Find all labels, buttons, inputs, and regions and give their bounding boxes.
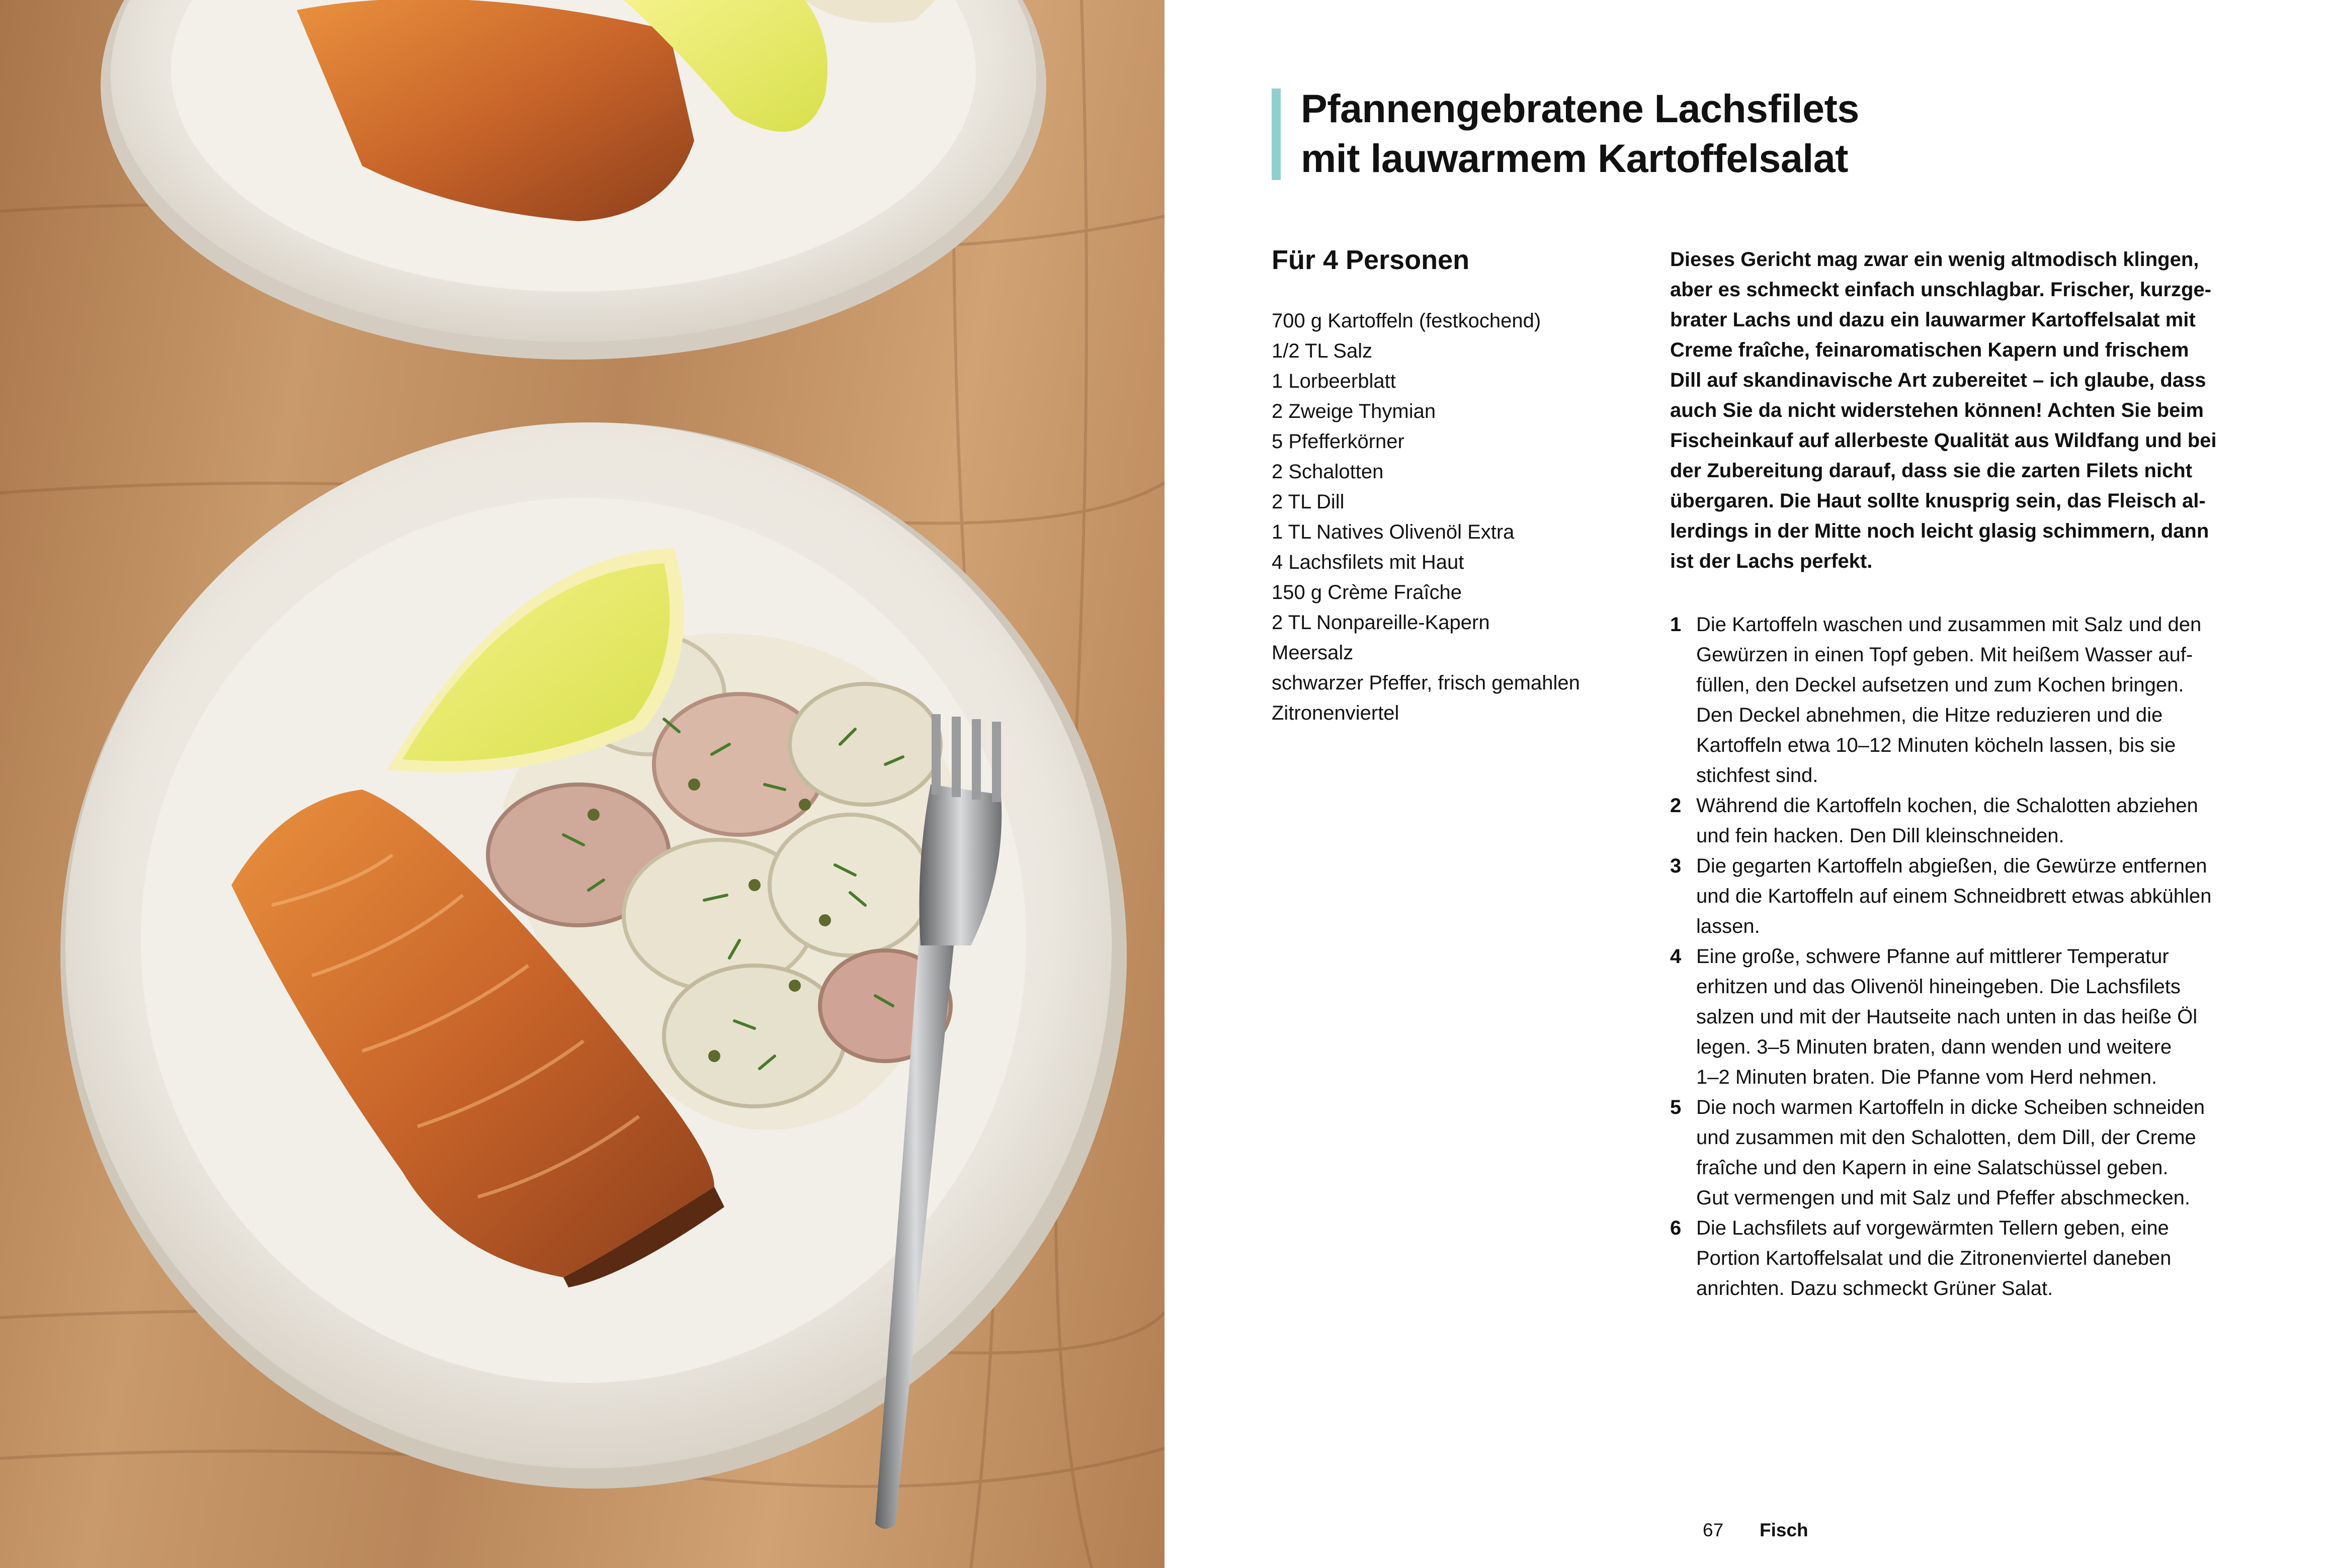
- step-line: Die Lachsfilets auf vorgewärmten Tellern geben, eine: [1696, 1217, 2169, 1239]
- photo-illustration: [0, 0, 1164, 1568]
- step-line: Die noch warmen Kartoffeln in dicke Scheiben schneiden: [1696, 1096, 2205, 1118]
- ingredient-item: 4 Lachsfilets mit Haut: [1272, 551, 1464, 573]
- step-line: anrichten. Dazu schmeckt Grüner Salat.: [1696, 1277, 2053, 1299]
- method-step: [1670, 609, 2211, 791]
- intro-line: Creme fraîche, feinaromatischen Kapern und frischem: [1670, 339, 2189, 361]
- step-text: [1696, 791, 2211, 851]
- step-number: 3: [1670, 855, 1682, 877]
- recipe-title: [1301, 83, 2257, 183]
- step-number: 6: [1670, 1217, 1682, 1239]
- ingredient-item: 1 Lorbeerblatt: [1272, 370, 1396, 392]
- method-step: [1670, 851, 2211, 941]
- intro-line: übergaren. Die Haut sollte knusprig sein, das Fleisch al-: [1670, 490, 2206, 512]
- step-number: 2: [1670, 795, 1682, 817]
- ingredient-item: schwarzer Pfeffer, frisch gemahlen: [1272, 672, 1580, 694]
- step-text: [1696, 851, 2211, 941]
- step-number: 4: [1670, 945, 1682, 968]
- top-plate: [101, 0, 1046, 360]
- step-number: 1: [1670, 614, 1682, 636]
- ingredient-list: [1272, 306, 1580, 728]
- step-text: [1696, 1092, 2211, 1213]
- step-line: Eine große, schwere Pfanne auf mittlerer Temperatur: [1696, 945, 2169, 968]
- ingredient-item: 1 TL Natives Olivenöl Extra: [1272, 521, 1515, 543]
- ingredient-item: 2 Zweige Thymian: [1272, 400, 1436, 422]
- step-text: [1696, 941, 2211, 1092]
- intro-line: brater Lachs und dazu ein lauwarmer Kartoffelsalat mit: [1670, 309, 2196, 331]
- step-line: und die Kartoffeln auf einem Schneidbrett etwas abkühlen: [1696, 885, 2212, 907]
- intro-line: aber es schmeckt einfach unschlagbar. Frischer, kurzge-: [1670, 279, 2211, 301]
- step-line: erhitzen und das Olivenöl hineingeben. Die Lachsfilets: [1696, 976, 2181, 998]
- step-line: Gewürzen in einen Topf geben. Mit heißem Wasser auf-: [1696, 644, 2193, 666]
- step-line: und zusammen mit den Schalotten, dem Dill, der Creme: [1696, 1126, 2196, 1149]
- step-line: Während die Kartoffeln kochen, die Schalotten abziehen: [1696, 795, 2198, 817]
- ingredient-item: 2 Schalotten: [1272, 461, 1384, 483]
- method-step: [1670, 1092, 2211, 1213]
- step-line: füllen, den Deckel aufsetzen und zum Kochen bringen.: [1696, 674, 2184, 696]
- section-name: Fisch: [1760, 1520, 1808, 1540]
- ingredient-item: Meersalz: [1272, 642, 1354, 664]
- intro-line: Dieses Gericht mag zwar ein wenig altmodisch klingen,: [1670, 248, 2199, 271]
- main-plate: [60, 422, 1127, 1529]
- step-number: 5: [1670, 1096, 1682, 1118]
- step-line: stichfest sind.: [1696, 764, 1818, 787]
- title-line: mit lauwarmem Kartoffelsalat: [1301, 136, 1848, 181]
- step-line: lassen.: [1696, 915, 1760, 937]
- intro-paragraph: [1670, 244, 2243, 576]
- step-line: salzen und mit der Hautseite nach unten in das heiße Öl: [1696, 1006, 2198, 1028]
- method-step: [1670, 941, 2211, 1092]
- step-line: Kartoffeln etwa 10–12 Minuten köcheln lassen, bis sie: [1696, 734, 2176, 756]
- method-step: [1670, 791, 2211, 851]
- step-line: fraîche und den Kapern in eine Salatschüssel geben.: [1696, 1157, 2169, 1179]
- step-line: Die Kartoffeln waschen und zusammen mit Salz und den: [1696, 614, 2202, 636]
- ingredient-item: 150 g Crème Fraîche: [1272, 581, 1462, 603]
- title-line: Pfannengebratene Lachsfilets: [1301, 86, 1859, 131]
- intro-line: ist der Lachs perfekt.: [1670, 550, 1873, 572]
- method-steps: [1670, 609, 2211, 1303]
- ingredient-item: 2 TL Nonpareille-Kapern: [1272, 612, 1490, 634]
- ingredient-item: Zitronenviertel: [1272, 702, 1399, 724]
- intro-line: lerdings in der Mitte noch leicht glasig schimmern, dann: [1670, 520, 2209, 542]
- method-step: [1670, 1213, 2211, 1303]
- intro-line: der Zubereitung darauf, dass sie die zarten Filets nicht: [1670, 460, 2193, 482]
- food-photo: [0, 0, 1164, 1568]
- step-text: [1696, 1213, 2211, 1303]
- step-line: 1–2 Minuten braten. Die Pfanne vom Herd nehmen.: [1696, 1066, 2157, 1088]
- intro-line: Dill auf skandinavische Art zubereitet – ich glaube, dass: [1670, 369, 2206, 391]
- ingredient-item: 5 Pfefferkörner: [1272, 430, 1404, 453]
- intro-line: Fischeinkauf auf allerbeste Qualität aus Wildfang und bei: [1670, 429, 2217, 452]
- page-number: 67: [1703, 1520, 1724, 1540]
- step-line: Den Deckel abnehmen, die Hitze reduzieren und die: [1696, 704, 2163, 726]
- ingredient-item: 2 TL Dill: [1272, 491, 1345, 513]
- step-line: Gut vermengen und mit Salz und Pfeffer abschmecken.: [1696, 1187, 2191, 1209]
- title-accent-bar: [1272, 89, 1281, 180]
- step-line: und fein hacken. Den Dill kleinschneiden.: [1696, 825, 2064, 847]
- step-line: legen. 3–5 Minuten braten, dann wenden und weitere: [1696, 1036, 2172, 1058]
- ingredient-item: 700 g Kartoffeln (festkochend): [1272, 310, 1541, 332]
- step-text: [1696, 609, 2211, 791]
- intro-line: auch Sie da nicht widerstehen können! Achten Sie beim: [1670, 399, 2204, 421]
- servings-heading: Für 4 Personen: [1272, 245, 1470, 275]
- step-line: Die gegarten Kartoffeln abgießen, die Gewürze entfernen: [1696, 855, 2207, 877]
- ingredient-item: 1/2 TL Salz: [1272, 340, 1373, 362]
- step-line: Portion Kartoffelsalat und die Zitronenviertel daneben: [1696, 1247, 2172, 1269]
